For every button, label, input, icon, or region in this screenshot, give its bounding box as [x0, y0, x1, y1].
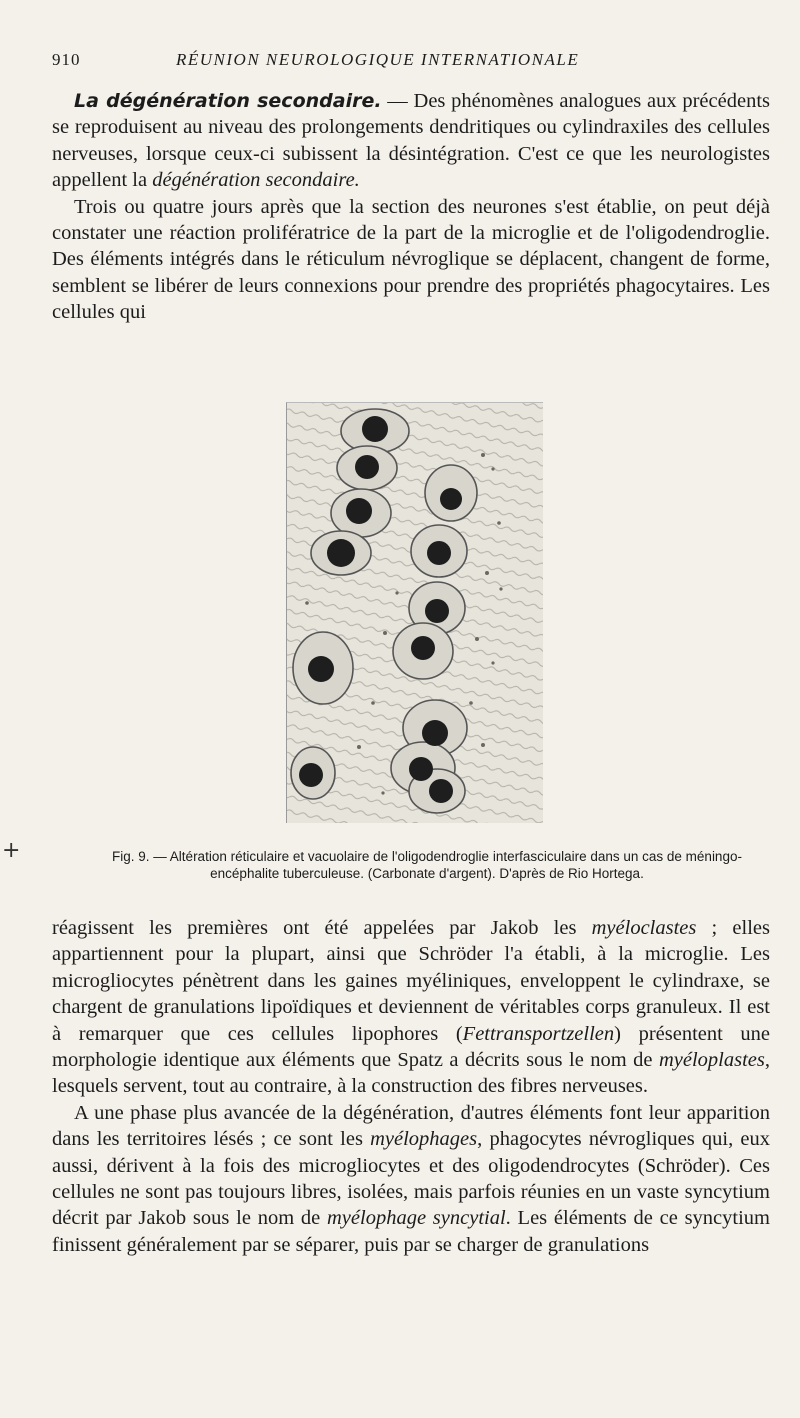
figure-illustration	[286, 402, 543, 823]
page-number: 910	[52, 50, 81, 69]
caption-line-2: encéphalite tuberculeuse. (Carbonate d'argent). D'après de Rio Hortega.	[210, 866, 644, 881]
paragraph-myelophages: A une phase plus avancée de la dégénération, d'autres éléments font leur apparition dans les territoires lésés ; ce sont les myélophages, phagocytes névrogliques qui, eux aussi, dérivent à la fois des microgliocytes et des oligodendrocytes (Schröder). Ces cellules ne sont pas toujours libres, isolées, mais parfois réunies en un vaste syncytium décrit par Jakob sous le nom de myélophage syncytial. Les éléments de ce syncytium finissent généralement par se séparer, puis par se charger de granulations	[52, 1101, 770, 1256]
running-title: RÉUNION NEUROLOGIQUE INTERNATIONALE	[176, 50, 580, 69]
paragraph-degeneration: La dégénération secondaire. — Des phénomènes analogues aux précédents se reproduisent au niveau des prolongements dendritiques ou cylindraxiles des cellules nerveuses, lorsque ceux-ci subissent la désintégration. C'est ce que les neurologistes appellent la dégénération secondaire.	[52, 90, 770, 192]
paragraph-proliferation: Trois ou quatre jours après que la section des neurones s'est établie, on peut déjà constater une réaction prolifératrice de la part de la microglie et de l'oligodendroglie. Des éléments intégrés dans le réticulum névroglique se déplacent, changent de forme, semblent se libérer de leurs connexions pour prendre des propriétés phagocytaires. Les cellules qui	[52, 195, 770, 324]
cell-drawing	[287, 403, 543, 823]
caption-line-1: Fig. 9. — Altération réticulaire et vacuolaire de l'oligodendroglie interfasciculaire dans un cas de méningo-	[112, 849, 742, 864]
section-title: La dégénération secondaire.	[74, 90, 382, 112]
lower-text	[52, 915, 770, 1258]
figure-caption	[62, 848, 792, 882]
paragraph-myeloclastes: réagissent les premières ont été appelées par Jakob les myéloclastes ; elles appartiennent pour la plupart, ainsi que Schröder l'a établi, à la microglie. Les microgliocytes pénètrent dans les gaines myéliniques, enveloppent le cylindraxe, se chargent de granulations lipoïdiques et deviennent de véritables corps granuleux. Il est à remarquer que ces cellules lipophores (Fettransportzellen) présentent une morphologie identique aux éléments que Spatz a décrits sous le nom de myéloplastes, lesquels servent, tout au contraire, à la construction des fibres nerveuses.	[52, 917, 771, 1098]
margin-annotation: +	[2, 838, 21, 863]
upper-text	[52, 88, 770, 326]
